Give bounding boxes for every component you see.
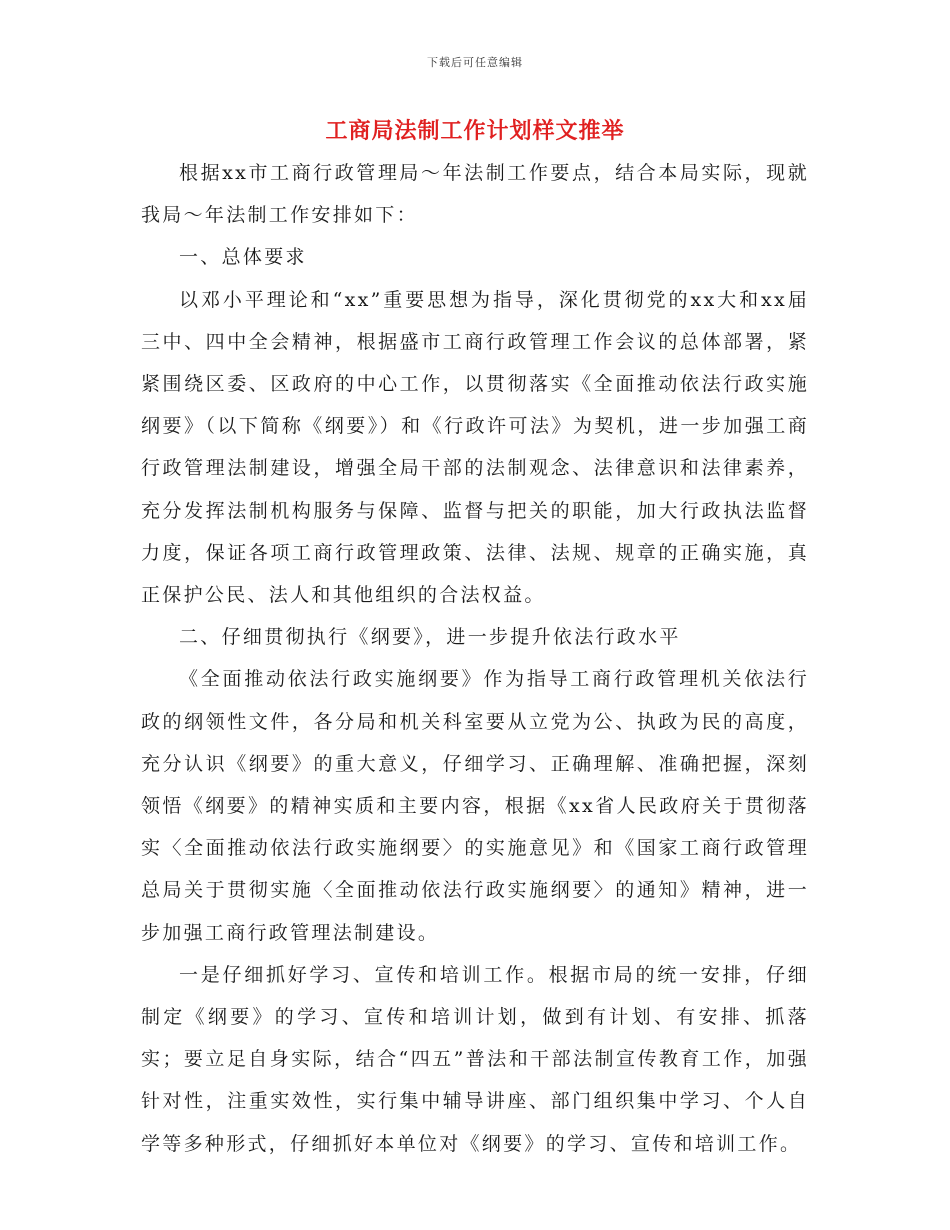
section-heading-2: 二、仔细贯彻执行《纲要》，进一步提升依法行政水平 (179, 626, 681, 649)
paragraph-study-training: 一是仔细抓好学习、宣传和培训工作。根据市局的统一安排，仔细制定《纲要》的学习、宣传和培训计划，做到有计划、有安排、抓落实；要立足自身实际，结合“四五”普法和干部法制宣传教育工作，加强针对性，注重实效性，实行集中辅导讲座、部门组织集中学习、个人自学等多种形式，仔细抓好本单位对《纲要》的学习、宣传和培训工作。 (141, 963, 809, 1155)
section-heading-1: 一、总体要求 (179, 246, 307, 269)
paragraph-outline: 《全面推动依法行政实施纲要》作为指导工商行政管理机关依法行政的纲领性文件，各分局和机关科室要从立党为公、执政为民的高度，充分认识《纲要》的重大意义，仔细学习、正确理解、准确把握，深刻领悟《纲要》的精神实质和主要内容，根据《xx省人民政府关于贯彻落实〈全面推动依法行政实施纲要〉的实施意见》和《国家工商行政管理总局关于贯彻实施〈全面推动依法行政实施纲要〉的通知》精神，进一步加强工商行政管理法制建设。 (141, 668, 809, 944)
paragraph-intro: 根据xx市工商行政管理局～年法制工作要点，结合本局实际，现就我局～年法制工作安排如下： (141, 162, 809, 227)
header-note: 下载后可任意编辑 (427, 56, 523, 69)
document-title: 工商局法制工作计划样文推举 (325, 119, 625, 144)
paragraph-general-requirements: 以邓小平理论和“xx”重要思想为指导，深化贯彻党的xx大和xx届三中、四中全会精神，根据盛市工商行政管理工作会议的总体部署，紧紧围绕区委、区政府的中心工作，以贯彻落实《全面推动依法行政实施纲要》（以下简称《纲要》）和《行政许可法》为契机，进一步加强工商行政管理法制建设，增强全局干部的法制观念、法律意识和法律素养，充分发挥法制机构服务与保障、监督与把关的职能，加大行政执法监督力度，保证各项工商行政管理政策、法律、法规、规章的正确实施，真正保护公民、法人和其他组织的合法权益。 (141, 288, 809, 607)
document-body (141, 152, 809, 1165)
